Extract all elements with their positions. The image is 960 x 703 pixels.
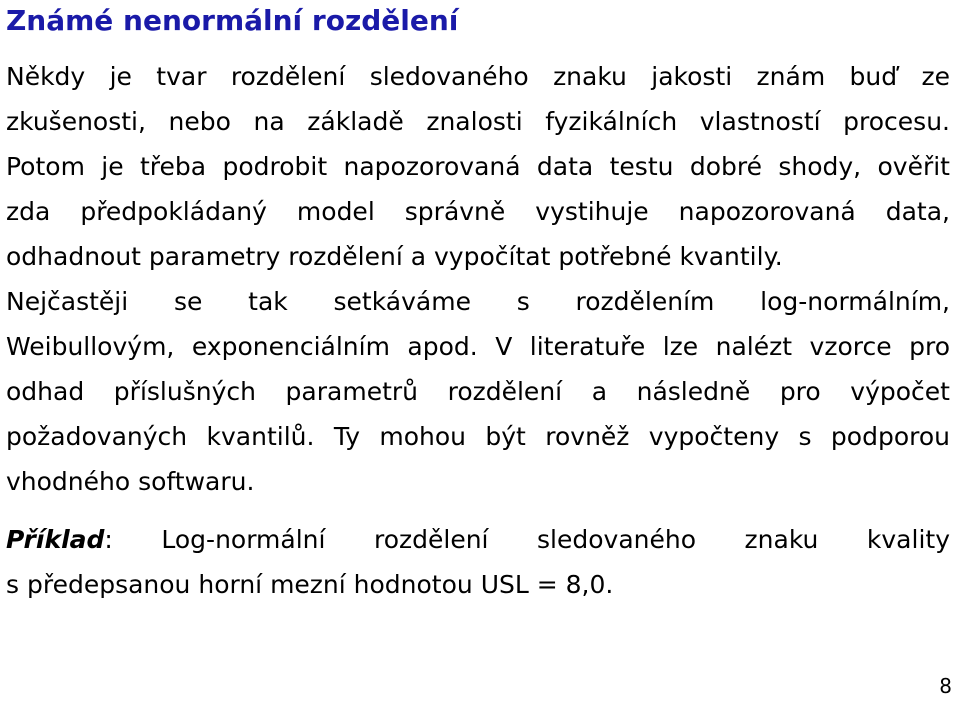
example-text: Log-normální rozdělení sledovaného znaku kvality <box>161 525 950 554</box>
text-line: zkušenosti, nebo na základě znalosti fyzikálních vlastností procesu. <box>6 107 950 136</box>
page-number: 8 <box>939 674 952 698</box>
example-line-2: s předepsanou horní mezní hodnotou USL = 8,0. <box>6 570 614 599</box>
text-line: Někdy je tvar rozdělení sledovaného znaku jakosti znám buď ze <box>6 62 950 91</box>
paragraph-distributions <box>6 279 950 504</box>
text-line: požadovaných kvantilů. Ty mohou být rovněž vypočteny s podporou <box>6 422 950 451</box>
slide-title: Známé nenormální rozdělení <box>6 4 459 37</box>
text-line: Weibullovým, exponenciálním apod. V literatuře lze nalézt vzorce pro <box>6 332 950 361</box>
text-line: vhodného softwaru. <box>6 467 255 496</box>
paragraph-intro <box>6 54 950 279</box>
text-line: Potom je třeba podrobit napozorovaná data testu dobré shody, ověřit <box>6 152 950 181</box>
text-line: odhadnout parametry rozdělení a vypočítat potřebné kvantily. <box>6 242 783 271</box>
slide-body <box>6 54 950 607</box>
example-separator: : <box>104 525 113 554</box>
text-line: Nejčastěji se tak setkáváme s rozdělením log-normálním, <box>6 287 950 316</box>
paragraph-gap <box>6 504 950 517</box>
example-label: Příklad <box>6 525 105 554</box>
text-line: zda předpokládaný model správně vystihuje napozorovaná data, <box>6 197 950 226</box>
example-paragraph <box>6 517 950 607</box>
text-line: odhad příslušných parametrů rozdělení a následně pro výpočet <box>6 377 950 406</box>
example-line-1 <box>6 517 950 562</box>
